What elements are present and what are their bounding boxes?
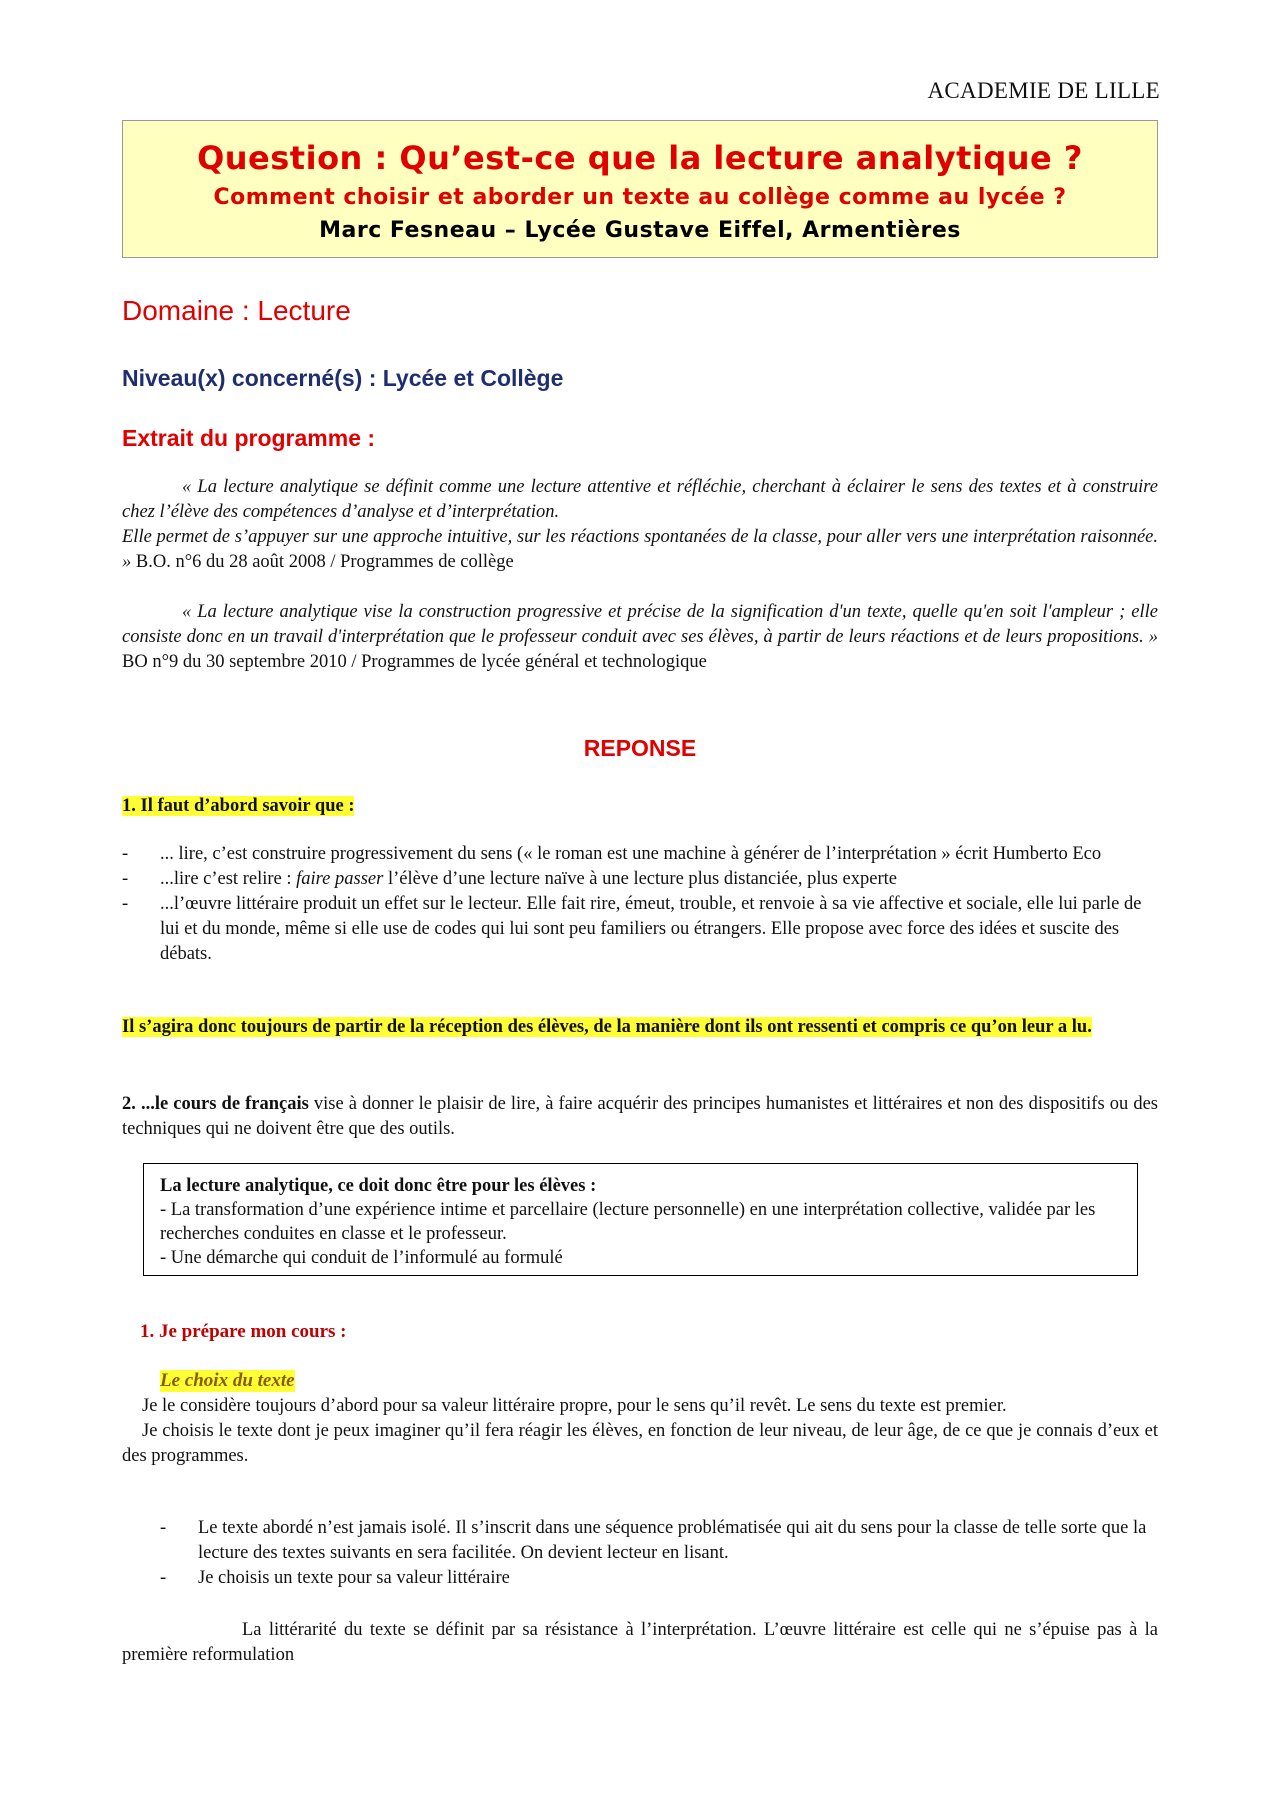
choix-text-2: Je choisis le texte dont je peux imaginer qu’il fera réagir les élèves, en fonction de leur niveau, de leur âge, de ce que je connais d’eux et des programmes. [122,1421,1158,1466]
extrait-heading: Extrait du programme : [122,425,376,451]
section1-heading-wrap [122,794,1158,819]
section2-bold: 2. ...le cours de français [122,1094,309,1114]
list-item-emphasis: faire passer [296,869,384,889]
reponse-heading: REPONSE [583,735,697,761]
list-item-text: Je choisis un texte pour sa valeur littéraire [198,1568,510,1588]
niveau-heading: Niveau(x) concerné(s) : Lycée et Collège [122,365,564,391]
list-item-text: ...lire c’est relire : [160,869,297,889]
bullet-dash: - [160,1518,167,1538]
section1-list [122,842,1158,967]
quote-college-text: « La lecture analytique se définit comme une lecture attentive et réfléchie, cherchant à éclairer le sens des textes et à construire chez l’élève des compétences d’analyse et d’interprétation. [122,477,1158,522]
list-item-text: ...l’œuvre littéraire produit un effet sur le lecteur. Elle fait rire, émeut, trouble, et renvoie à sa vie affective et sociale, elle lui parle de lui et du monde, même si elle use de codes qui lui sont peu familiers ou étrangers. Elle propose avec force des idées et suscite des débats. [160,894,1142,964]
academie-header: ACADEMIE DE LILLE [927,78,1160,103]
litterarite-text: La littérarité du texte se définit par sa résistance à l’interprétation. L’œuvre littéraire est celle qui ne s’épuise pas à la première reformulation [122,1620,1158,1665]
litterarite-paragraph [122,1618,1158,1668]
title-box [122,120,1158,258]
quote-college-text-2: Elle permet de s’appuyer sur une approche intuitive, sur les réactions spontanées de la classe, pour aller vers une interprétation raisonnée. » [122,527,1158,572]
list-item [160,1516,1158,1566]
domaine-heading: Domaine : Lecture [122,295,351,326]
summary-box [143,1163,1138,1276]
choix-heading: Le choix du texte [160,1370,295,1391]
bullet-dash: - [122,844,129,864]
prepare-list [160,1516,1158,1591]
list-item [160,1566,1158,1591]
section2-text: vise à donner le plaisir de lire, à faire acquérir des principes humanistes et littéraires et non des dispositifs ou des techniques qui ne doivent être que des outils. [122,1094,1158,1139]
choix-paragraph-1 [122,1394,1158,1469]
quote-lycee-source: BO n°9 du 30 septembre 2010 / Programmes de lycée général et technologique [122,652,707,672]
section1-highlight-wrap [122,1015,1158,1040]
section2-paragraph [122,1092,1158,1142]
section1-highlight: Il s’agira donc toujours de partir de la réception des élèves, de la manière dont ils ont ressenti et compris ce qu’on leur a lu. [122,1017,1092,1037]
choix-text-1: Je le considère toujours d’abord pour sa valeur littéraire propre, pour le sens qu’il revêt. Le sens du texte est premier. [142,1396,1007,1416]
document-author: Marc Fesneau – Lycée Gustave Eiffel, Armentières [319,218,961,243]
list-item [122,867,1158,892]
prepare-heading: 1. Je prépare mon cours : [140,1321,347,1342]
quote-college-source: B.O. n°6 du 28 août 2008 / Programmes de collège [131,552,514,572]
list-item-text: Le texte abordé n’est jamais isolé. Il s’inscrit dans une séquence problématisée qui ait du sens pour la classe de telle sorte que la lecture des textes suivants en sera facilitée. On devient lecteur en lisant. [198,1518,1147,1563]
list-item [122,842,1158,867]
programme-quote-college [122,475,1158,575]
summary-box-line: - Une démarche qui conduit de l’informulé au formulé [160,1248,563,1268]
programme-quote-lycee [122,600,1158,675]
bullet-dash: - [122,894,129,914]
list-item-text: ... lire, c’est construire progressivement du sens (« le roman est une machine à générer de l’interprétation » écrit Humberto Eco [160,844,1102,864]
summary-box-heading: La lecture analytique, ce doit donc être pour les élèves : [160,1176,597,1196]
document-title: Question : Qu’est-ce que la lecture analytique ? [197,139,1083,177]
section1-heading: 1. Il faut d’abord savoir que : [122,796,355,816]
list-item [122,892,1158,967]
list-item-text: l’élève d’une lecture naïve à une lecture plus distanciée, plus experte [383,869,897,889]
bullet-dash: - [160,1568,167,1588]
document-subtitle: Comment choisir et aborder un texte au collège comme au lycée ? [213,185,1067,210]
bullet-dash: - [122,869,129,889]
quote-lycee-text: « La lecture analytique vise la construction progressive et précise de la signification d'un texte, quelle qu'en soit l'ampleur ; elle consiste donc en un travail d'interprétation que le professeur conduit avec ses élèves, à partir de leurs réactions et de leurs propositions. » [122,602,1158,647]
summary-box-line: - La transformation d’une expérience intime et parcellaire (lecture personnelle) en une interprétation collective, validée par les recherches conduites en classe et le professeur. [160,1200,1096,1244]
